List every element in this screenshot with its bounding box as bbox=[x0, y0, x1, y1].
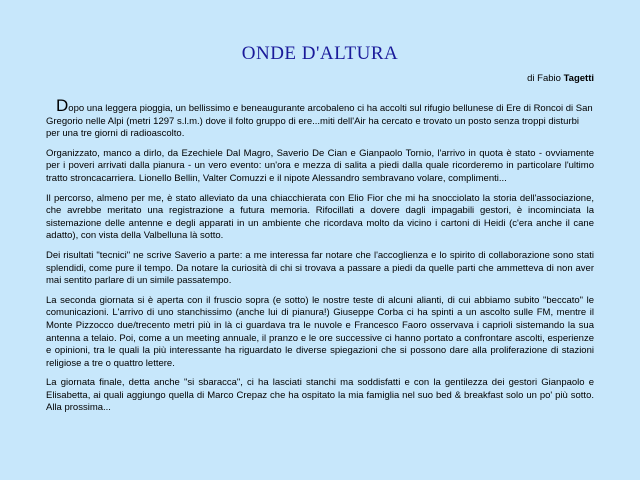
byline-author: Tagetti bbox=[563, 73, 594, 84]
paragraph-4: Dei risultati "tecnici" ne scrive Saverio a parte: a me interessa far notare che l'accoglienza e lo spirito di collaborazione sono stati splendidi, come pure il tempo. Da notare la curiosità di chi si trovava a passare a piedi da quelle parti che ammetteva di non aver mai sentito parlare di un simile passatempo. bbox=[46, 249, 594, 287]
drop-cap: D bbox=[56, 96, 69, 115]
paragraph-6: La giornata finale, detta anche "si sbaracca", ci ha lasciati stanchi ma soddisfatti e con la gentilezza dei gestori Gianpaolo e Elisabetta, ai quali aggiungo quella di Marco Crepaz che ha ospitato la mia famiglia nel suo bed & breakfast solo un po' più sotto. Alla prossima... bbox=[46, 377, 594, 414]
byline bbox=[527, 73, 594, 84]
article-body bbox=[46, 96, 594, 422]
paragraph-5: La seconda giornata si è aperta con il fruscio sopra (e sotto) le nostre teste di alcuni alianti, di cui abbiamo subito "beccato" le comunicazioni. L'arrivo di uno stanchissimo (anche lui di pianura!) Giuseppe Corba ci ha spinti a un ascolto sulle FM, mentre il Monte Pizzocco due/trecento metri più in là ci guardava tra le nuvole e Francesco Faoro osservava i caprioli sistemando la sua antenna a telaio. Poi, come a un meeting annuale, il pranzo e le ore successive ci hanno portato a confrontare ascolti, esperienze e opinioni, tra le quali la più interessante ha riguardato le diverse spiegazioni che si possono dare alla proliferazione di stazioni religiose a tre o quattro lettere. bbox=[46, 294, 594, 369]
paragraph-2: Organizzato, manco a dirlo, da Ezechiele Dal Magro, Saverio De Cian e Gianpaolo Tornio, l'arrivo in quota è stato - ovviamente per i poveri arrivati dalla pianura - un vero evento: un'ora e mezza di salita a piedi dalla quale ricorderemo in particolare l'ultimo tratto stroncacarriera. Lionello Bellin, Valter Comuzzi e il nipote Alessandro sembravano volare, complimenti... bbox=[46, 147, 594, 184]
paragraph-1-text: opo una leggera pioggia, un bellissimo e beneaugurante arcobaleno ci ha accolti sul rifugio bellunese di Ere di Roncoi di San Gregorio nelle Alpi (metri 1297 s.l.m.) dove il folto gruppo di ere...miti dell'Air ha cercato e trovato un posto senza troppi disturbi per una tre giorni di radioascolto. bbox=[46, 103, 593, 140]
page-title: ONDE D'ALTURA bbox=[241, 43, 399, 64]
paragraph-3: Il percorso, almeno per me, è stato alleviato da una chiacchierata con Elio Fior che mi ha snocciolato la storia dell'associazione, che avrebbe meritato una registrazione a futura memoria. Rifocillati a dovere dagli impagabili gestori, è incominciata la sistemazione delle antenne e degli apparati in un ambiente che ricordava molto da vicino i cartoni di Heidi (c'era anche il cane adatto), con vista della Valbelluna là sotto. bbox=[46, 192, 594, 242]
byline-prefix: di Fabio bbox=[527, 73, 561, 84]
paragraph-1 bbox=[46, 96, 594, 141]
